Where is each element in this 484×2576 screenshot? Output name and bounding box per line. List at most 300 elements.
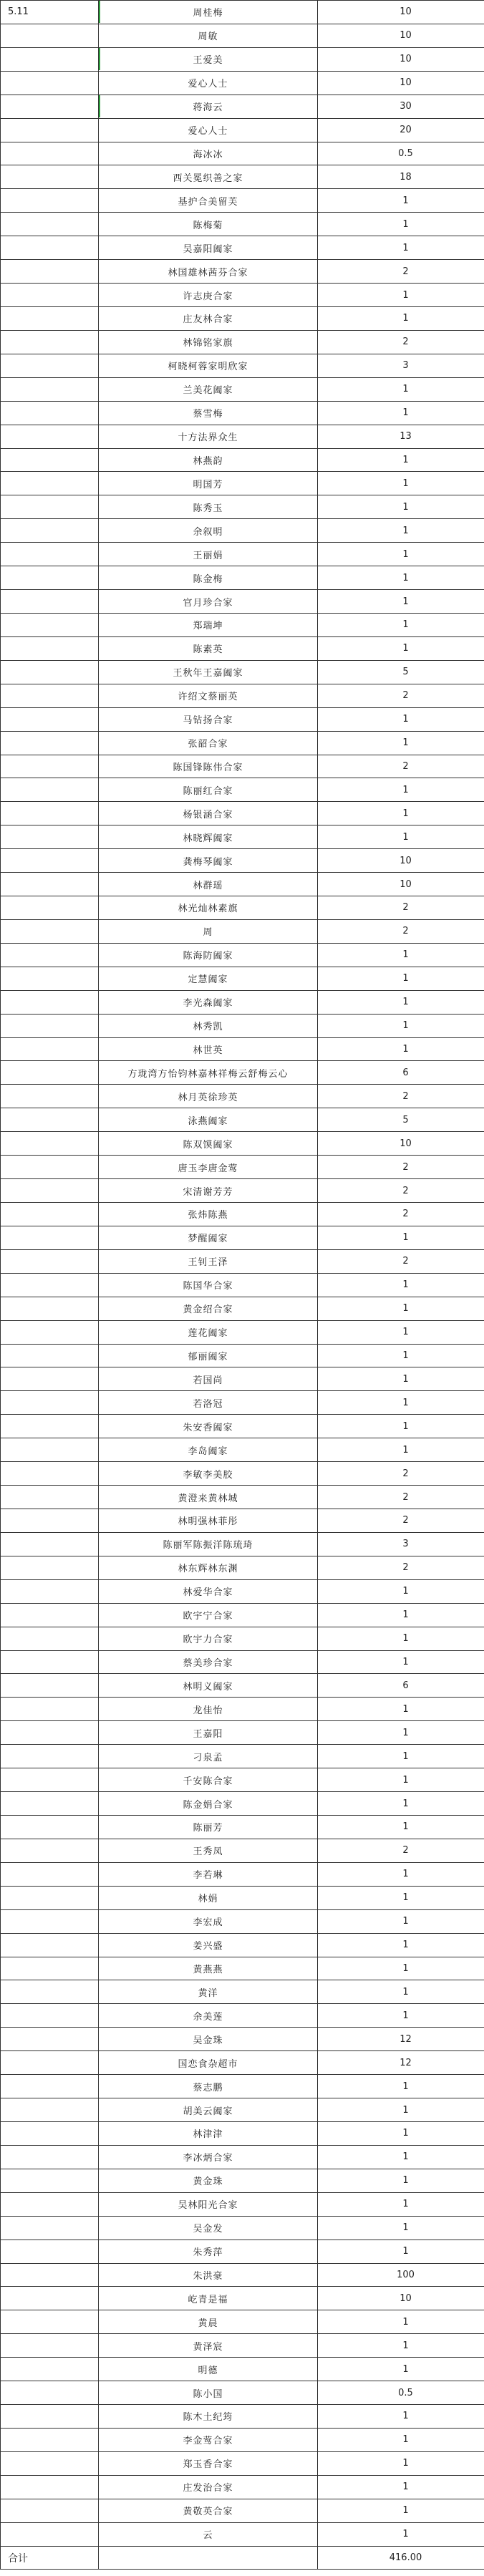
table-row <box>1 2121 484 2145</box>
table-row <box>1 1909 484 1933</box>
table-row <box>1 1579 484 1603</box>
donation-amount: 1 <box>318 1980 484 2004</box>
donor-name: 林燕韵 <box>99 448 318 472</box>
donation-amount: 1 <box>318 943 484 967</box>
table-row <box>1 1980 484 2004</box>
date-cell <box>1 2004 99 2028</box>
table-row <box>1 2004 484 2028</box>
donor-name: 姜兴盛 <box>99 1933 318 1957</box>
table-row <box>1 213 484 236</box>
table-row <box>1 849 484 873</box>
date-cell <box>1 896 99 920</box>
total-row <box>1 2546 484 2570</box>
date-cell <box>1 1391 99 1415</box>
donation-amount: 1 <box>318 2499 484 2522</box>
donation-amount: 1 <box>318 543 484 566</box>
table-row <box>1 1839 484 1862</box>
date-cell <box>1 543 99 566</box>
date-cell <box>1 2121 99 2145</box>
donor-name: 周桂梅 <box>99 1 318 24</box>
date-cell <box>1 1014 99 1037</box>
donation-amount: 0.5 <box>318 142 484 165</box>
donation-amount: 1 <box>318 1415 484 1438</box>
donor-name: 爱心人士 <box>99 71 318 95</box>
date-cell <box>1 1957 99 1980</box>
date-cell <box>1 1367 99 1391</box>
donor-name: 黄敬英合家 <box>99 2499 318 2522</box>
date-cell <box>1 2287 99 2310</box>
date-cell <box>1 142 99 165</box>
date-cell <box>1 1179 99 1203</box>
table-row <box>1 2098 484 2122</box>
donor-name: 林群瑶 <box>99 873 318 896</box>
date-cell <box>1 1579 99 1603</box>
donation-amount: 2 <box>318 1486 484 1509</box>
table-row <box>1 2287 484 2310</box>
donor-name: 张炜陈燕 <box>99 1203 318 1226</box>
table-row <box>1 2075 484 2098</box>
date-cell <box>1 1509 99 1533</box>
table-row <box>1 778 484 802</box>
date-cell <box>1 613 99 636</box>
donor-name: 陈双馍阖家 <box>99 1132 318 1156</box>
date-cell <box>1 2428 99 2451</box>
date-cell <box>1 1721 99 1745</box>
table-row <box>1 636 484 660</box>
date-cell <box>1 2240 99 2263</box>
date-cell <box>1 401 99 425</box>
donation-amount: 1 <box>318 967 484 990</box>
table-row <box>1 47 484 71</box>
donation-amount: 100 <box>318 2263 484 2287</box>
table-row <box>1 1532 484 1556</box>
date-cell <box>1 1486 99 1509</box>
date-cell <box>1 1862 99 1886</box>
donor-name: 林娟 <box>99 1886 318 1909</box>
donor-name: 林国雄林茜芬合家 <box>99 260 318 284</box>
donor-name: 国恋食杂超市 <box>99 2051 318 2075</box>
donor-name: 官月珍合家 <box>99 590 318 614</box>
donor-name: 李若琳 <box>99 1862 318 1886</box>
table-row <box>1 519 484 543</box>
donor-name: 陈国锋陈伟合家 <box>99 755 318 778</box>
donor-name: 明德 <box>99 2358 318 2381</box>
date-cell <box>1 1627 99 1650</box>
donation-amount: 1 <box>318 1862 484 1886</box>
donation-amount: 2 <box>318 1085 484 1108</box>
donor-name: 李金莺合家 <box>99 2428 318 2451</box>
table-row <box>1 2522 484 2546</box>
table-row <box>1 1415 484 1438</box>
date-cell <box>1 236 99 260</box>
table-row <box>1 1698 484 1721</box>
donation-amount: 1 <box>318 1367 484 1391</box>
table-row <box>1 1014 484 1037</box>
date-cell <box>1 1462 99 1486</box>
donation-amount: 1 <box>318 2334 484 2358</box>
donation-amount: 1 <box>318 1273 484 1297</box>
date-cell <box>1 495 99 519</box>
donation-amount: 1 <box>318 566 484 590</box>
table-row <box>1 236 484 260</box>
donor-name: 王爱美 <box>99 47 318 71</box>
date-cell <box>1 990 99 1014</box>
donation-amount: 1 <box>318 1768 484 1792</box>
table-row <box>1 1108 484 1132</box>
table-row <box>1 2145 484 2169</box>
date-cell <box>1 1061 99 1085</box>
donation-amount: 1 <box>318 1579 484 1603</box>
donor-name: 陈丽红合家 <box>99 778 318 802</box>
date-cell <box>1 2310 99 2334</box>
date-cell <box>1 425 99 448</box>
donor-name: 朱秀萍 <box>99 2240 318 2263</box>
donation-amount: 10 <box>318 47 484 71</box>
donor-name: 陈丽军陈振洋陈琉琦 <box>99 1532 318 1556</box>
donation-amount: 1 <box>318 731 484 755</box>
donor-name: 杨银涵合家 <box>99 802 318 825</box>
donor-name: 吴金珠 <box>99 2028 318 2051</box>
donation-amount: 1 <box>318 377 484 401</box>
date-cell <box>1 1698 99 1721</box>
date-cell <box>1 24 99 47</box>
table-row <box>1 1862 484 1886</box>
date-cell <box>1 1745 99 1768</box>
table-row <box>1 873 484 896</box>
donation-amount: 1 <box>318 2169 484 2192</box>
date-cell <box>1 1297 99 1320</box>
donor-name: 陈金梅 <box>99 566 318 590</box>
donor-name: 泳燕阖家 <box>99 1108 318 1132</box>
donor-name: 唐玉李唐金莺 <box>99 1156 318 1179</box>
donor-name: 若洛冠 <box>99 1391 318 1415</box>
table-row <box>1 1603 484 1627</box>
donation-amount: 1 <box>318 2145 484 2169</box>
donation-amount: 1 <box>318 1650 484 1674</box>
date-cell <box>1 1650 99 1674</box>
donor-name: 龙佳怡 <box>99 1698 318 1721</box>
date-cell <box>1 1108 99 1132</box>
donation-amount: 1 <box>318 1909 484 1933</box>
donor-name: 林秀凯 <box>99 1014 318 1037</box>
donor-name: 王秋年王嘉阖家 <box>99 660 318 684</box>
donation-amount: 1 <box>318 990 484 1014</box>
donation-amount: 1 <box>318 306 484 330</box>
table-row <box>1 1132 484 1156</box>
donation-amount: 1 <box>318 472 484 495</box>
date-cell <box>1 2192 99 2216</box>
table-row <box>1 1061 484 1085</box>
date-cell <box>1 1438 99 1462</box>
date-cell <box>1 707 99 731</box>
donation-amount: 2 <box>318 1839 484 1862</box>
donor-name: 定慧阖家 <box>99 967 318 990</box>
total-label: 合计 <box>1 2546 99 2570</box>
table-row <box>1 1792 484 1816</box>
date-cell <box>1 1273 99 1297</box>
donor-name: 蒋海云 <box>99 95 318 118</box>
donation-rows <box>1 1 484 2547</box>
donor-name: 李敏李美胶 <box>99 1462 318 1486</box>
table-row <box>1 2169 484 2192</box>
date-cell <box>1 1132 99 1156</box>
donation-amount: 1 <box>318 2428 484 2451</box>
donation-amount: 10 <box>318 873 484 896</box>
date-cell <box>1 2475 99 2499</box>
date-cell <box>1 2028 99 2051</box>
donor-name: 王秀凤 <box>99 1839 318 1862</box>
donation-amount: 1 <box>318 2004 484 2028</box>
table-row <box>1 566 484 590</box>
donation-amount: 1 <box>318 1226 484 1249</box>
donor-name: 陈金娟合家 <box>99 1792 318 1816</box>
date-cell <box>1 354 99 377</box>
donation-amount: 1 <box>318 236 484 260</box>
table-row <box>1 1249 484 1273</box>
table-row <box>1 613 484 636</box>
date-cell <box>1 919 99 943</box>
donation-amount: 2 <box>318 1509 484 1533</box>
table-row <box>1 1438 484 1462</box>
donation-amount: 1 <box>318 1037 484 1061</box>
table-row <box>1 755 484 778</box>
table-row <box>1 967 484 990</box>
donation-amount: 0.5 <box>318 2381 484 2405</box>
date-cell <box>1 472 99 495</box>
donor-name: 龚梅琴阖家 <box>99 849 318 873</box>
donation-amount: 2 <box>318 260 484 284</box>
donor-name: 宋清谢芳芳 <box>99 1179 318 1203</box>
table-row <box>1 684 484 707</box>
donation-amount: 13 <box>318 425 484 448</box>
date-cell: 5.11 <box>1 1 99 24</box>
donation-amount: 2 <box>318 684 484 707</box>
donor-name: 蔡雪梅 <box>99 401 318 425</box>
donor-name: 许志庚合家 <box>99 284 318 307</box>
table-row <box>1 472 484 495</box>
donation-amount: 2 <box>318 1179 484 1203</box>
date-cell <box>1 1203 99 1226</box>
date-cell <box>1 873 99 896</box>
date-cell <box>1 2145 99 2169</box>
date-cell <box>1 47 99 71</box>
date-cell <box>1 1980 99 2004</box>
table-row <box>1 1226 484 1249</box>
donor-name: 海冰冰 <box>99 142 318 165</box>
donation-amount: 1 <box>318 2240 484 2263</box>
table-row <box>1 1627 484 1650</box>
donor-name: 马钻扬合家 <box>99 707 318 731</box>
table-row <box>1 1179 484 1203</box>
donor-name: 黄澄来黄林城 <box>99 1486 318 1509</box>
table-row <box>1 2263 484 2287</box>
table-row <box>1 1486 484 1509</box>
donation-amount: 10 <box>318 849 484 873</box>
donation-amount: 5 <box>318 660 484 684</box>
donor-name: 吴林阳光合家 <box>99 2192 318 2216</box>
donor-name: 林月英徐珍英 <box>99 1085 318 1108</box>
table-row <box>1 165 484 189</box>
donor-name: 周敏 <box>99 24 318 47</box>
donation-amount: 2 <box>318 1556 484 1579</box>
date-cell <box>1 71 99 95</box>
donation-amount: 1 <box>318 1344 484 1367</box>
table-row <box>1 896 484 920</box>
donation-amount: 6 <box>318 1061 484 1085</box>
donation-amount: 1 <box>318 1438 484 1462</box>
date-cell <box>1 1768 99 1792</box>
table-row <box>1 1509 484 1533</box>
donation-amount: 2 <box>318 330 484 354</box>
donation-amount: 10 <box>318 1132 484 1156</box>
donor-name: 黄金绍合家 <box>99 1297 318 1320</box>
donor-name: 黄洋 <box>99 1980 318 2004</box>
donation-amount: 1 <box>318 519 484 543</box>
table-row <box>1 260 484 284</box>
donation-amount: 30 <box>318 95 484 118</box>
donor-name: 欧宇力合家 <box>99 1627 318 1650</box>
donation-amount: 1 <box>318 1933 484 1957</box>
donation-amount: 1 <box>318 707 484 731</box>
date-cell <box>1 731 99 755</box>
donation-amount: 1 <box>318 2192 484 2216</box>
table-row <box>1 1156 484 1179</box>
donation-amount: 1 <box>318 1627 484 1650</box>
donor-name: 王钊王泽 <box>99 1249 318 1273</box>
donation-amount: 1 <box>318 2310 484 2334</box>
donor-name: 陈梅菊 <box>99 213 318 236</box>
table-row <box>1 1815 484 1839</box>
cell-marker <box>99 95 100 117</box>
donor-name: 郑玉香合家 <box>99 2451 318 2475</box>
table-row <box>1 377 484 401</box>
table-row <box>1 1 484 24</box>
table-row <box>1 2310 484 2334</box>
table-row <box>1 2405 484 2429</box>
donation-amount: 1 <box>318 2522 484 2546</box>
table-row <box>1 189 484 213</box>
donation-amount: 10 <box>318 71 484 95</box>
donor-name: 陈小国 <box>99 2381 318 2405</box>
date-cell <box>1 2169 99 2192</box>
date-cell <box>1 2075 99 2098</box>
donation-amount: 1 <box>318 189 484 213</box>
donor-name: 李岛阖家 <box>99 1438 318 1462</box>
donation-amount: 1 <box>318 1792 484 1816</box>
donor-name: 吴嘉阳阖家 <box>99 236 318 260</box>
table-row <box>1 1462 484 1486</box>
date-cell <box>1 849 99 873</box>
date-cell <box>1 2522 99 2546</box>
date-cell <box>1 1085 99 1108</box>
date-cell <box>1 2381 99 2405</box>
table-row <box>1 2216 484 2240</box>
date-cell <box>1 1886 99 1909</box>
donation-amount: 2 <box>318 755 484 778</box>
donation-amount: 5 <box>318 1108 484 1132</box>
date-cell <box>1 1532 99 1556</box>
donor-name: 李冰炳合家 <box>99 2145 318 2169</box>
donor-name: 余叙明 <box>99 519 318 543</box>
table-row <box>1 1556 484 1579</box>
donor-name: 李宏成 <box>99 1909 318 1933</box>
donation-amount: 1 <box>318 2475 484 2499</box>
table-row <box>1 284 484 307</box>
date-cell <box>1 284 99 307</box>
table-row <box>1 2358 484 2381</box>
date-cell <box>1 306 99 330</box>
table-row <box>1 1085 484 1108</box>
donor-name: 若国尚 <box>99 1367 318 1391</box>
donor-name: 陈秀玉 <box>99 495 318 519</box>
donation-amount: 20 <box>318 118 484 142</box>
table-row <box>1 1674 484 1698</box>
donor-name: 林津津 <box>99 2121 318 2145</box>
date-cell <box>1 566 99 590</box>
table-row <box>1 1344 484 1367</box>
table-row <box>1 142 484 165</box>
donation-amount: 2 <box>318 1156 484 1179</box>
donation-amount: 1 <box>318 613 484 636</box>
date-cell <box>1 1815 99 1839</box>
table-row <box>1 707 484 731</box>
donor-name: 林爱华合家 <box>99 1579 318 1603</box>
donor-name: 林世英 <box>99 1037 318 1061</box>
date-cell <box>1 213 99 236</box>
donor-name: 明国芳 <box>99 472 318 495</box>
donation-amount: 10 <box>318 1 484 24</box>
donor-name: 陈丽芳 <box>99 1815 318 1839</box>
date-cell <box>1 1156 99 1179</box>
donation-amount: 1 <box>318 1014 484 1037</box>
donation-amount: 1 <box>318 401 484 425</box>
donation-amount: 2 <box>318 1249 484 1273</box>
table-row <box>1 2028 484 2051</box>
date-cell <box>1 95 99 118</box>
date-cell <box>1 825 99 849</box>
donation-amount: 1 <box>318 1815 484 1839</box>
date-cell <box>1 260 99 284</box>
table-row <box>1 1650 484 1674</box>
donor-name: 吴金发 <box>99 2216 318 2240</box>
donation-amount: 1 <box>318 284 484 307</box>
donor-name: 陈海防阖家 <box>99 943 318 967</box>
donation-amount: 12 <box>318 2051 484 2075</box>
date-cell <box>1 943 99 967</box>
donor-name: 张韶合家 <box>99 731 318 755</box>
donor-name: 郁丽阖家 <box>99 1344 318 1367</box>
date-cell <box>1 590 99 614</box>
donor-name: 十方法界众生 <box>99 425 318 448</box>
date-cell <box>1 330 99 354</box>
table-row <box>1 71 484 95</box>
donor-name: 朱洪豪 <box>99 2263 318 2287</box>
table-row <box>1 802 484 825</box>
date-cell <box>1 519 99 543</box>
date-cell <box>1 1909 99 1933</box>
date-cell <box>1 1674 99 1698</box>
donor-name: 蔡志鹏 <box>99 2075 318 2098</box>
donor-name: 周 <box>99 919 318 943</box>
donor-name: 王丽娟 <box>99 543 318 566</box>
donor-name: 梦醒阖家 <box>99 1226 318 1249</box>
date-cell <box>1 967 99 990</box>
donation-amount: 2 <box>318 1462 484 1486</box>
date-cell <box>1 2216 99 2240</box>
table-row <box>1 825 484 849</box>
donor-name: 西关冕织善之家 <box>99 165 318 189</box>
date-cell <box>1 118 99 142</box>
